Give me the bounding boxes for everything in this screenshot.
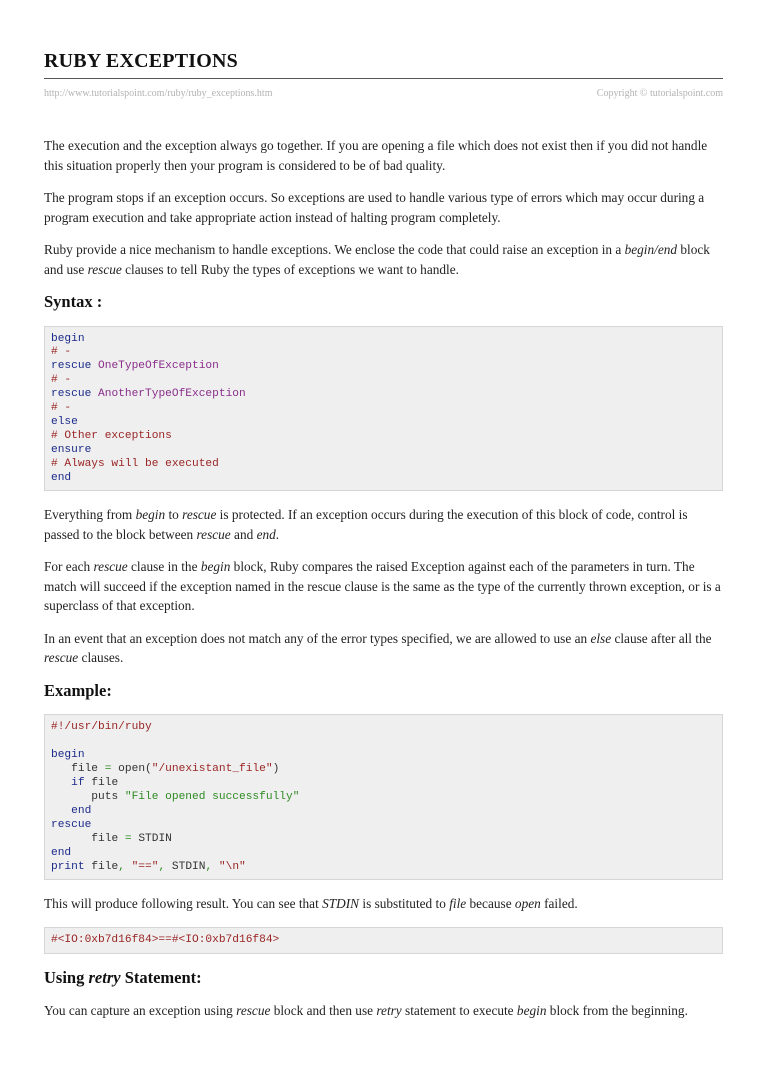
result-output-block: #<IO:0xb7d16f84>==#<IO:0xb7d16f84> bbox=[44, 927, 723, 954]
retry-paragraph: You can capture an exception using rescue block and then use retry statement to execute begin block from the beginning. bbox=[44, 1003, 688, 1019]
result-paragraph: This will produce following result. You can see that STDIN is substituted to file because open failed. bbox=[44, 896, 578, 912]
title-divider bbox=[44, 78, 723, 79]
intro-paragraph-1: The execution and the exception always go together. If you are opening a file which does not exist then if you did not handle this situation properly then your program is considered to be of bad quality. bbox=[44, 138, 708, 173]
source-url[interactable]: http://www.tutorialspoint.com/ruby/ruby_exceptions.htm bbox=[44, 88, 273, 99]
rescue-matching-paragraph: For each rescue clause in the begin block, Ruby compares the raised Exception against each of the parameters in turn. The match will succeed if the exception named in the rescue clause is the same as the type of the currently thrown exception, or is a superclass of that exception. bbox=[44, 559, 721, 614]
page-meta bbox=[44, 88, 723, 99]
retry-heading: Using retry Statement: bbox=[44, 967, 202, 987]
protected-block-paragraph: Everything from begin to rescue is protected. If an exception occurs during the execution of this block of code, control is passed to the block between rescue and end. bbox=[44, 507, 688, 542]
else-clause-paragraph: In an event that an exception does not match any of the error types specified, we are allowed to use an else clause after all the rescue clauses. bbox=[44, 630, 712, 666]
intro-paragraph-2: The program stops if an exception occurs. So exceptions are used to handle various type of errors which may occur during a program execution and take appropriate action instead of halting program completely. bbox=[44, 190, 705, 225]
example-code-block: #!/usr/bin/ruby begin file = open("/unexistant_file") if file puts "File opened successfully" end rescue file = STDIN end print file, "==", STDIN, "\n" bbox=[44, 714, 723, 880]
intro-paragraph-3: Ruby provide a nice mechanism to handle exceptions. We enclose the code that could raise an exception in a begin/end block and use rescue clauses to tell Ruby the types of exceptions we want to handle. bbox=[44, 242, 710, 277]
copyright-notice: Copyright © tutorialspoint.com bbox=[596, 88, 723, 99]
syntax-heading: Syntax : bbox=[44, 292, 103, 311]
syntax-code-block: begin # - rescue OneTypeOfException # - rescue AnotherTypeOfException # - else # Other exceptions ensure # Always will be executed end bbox=[44, 326, 723, 492]
page-title: RUBY EXCEPTIONS bbox=[44, 50, 238, 72]
article-content bbox=[44, 136, 723, 1034]
example-heading: Example: bbox=[44, 680, 112, 700]
